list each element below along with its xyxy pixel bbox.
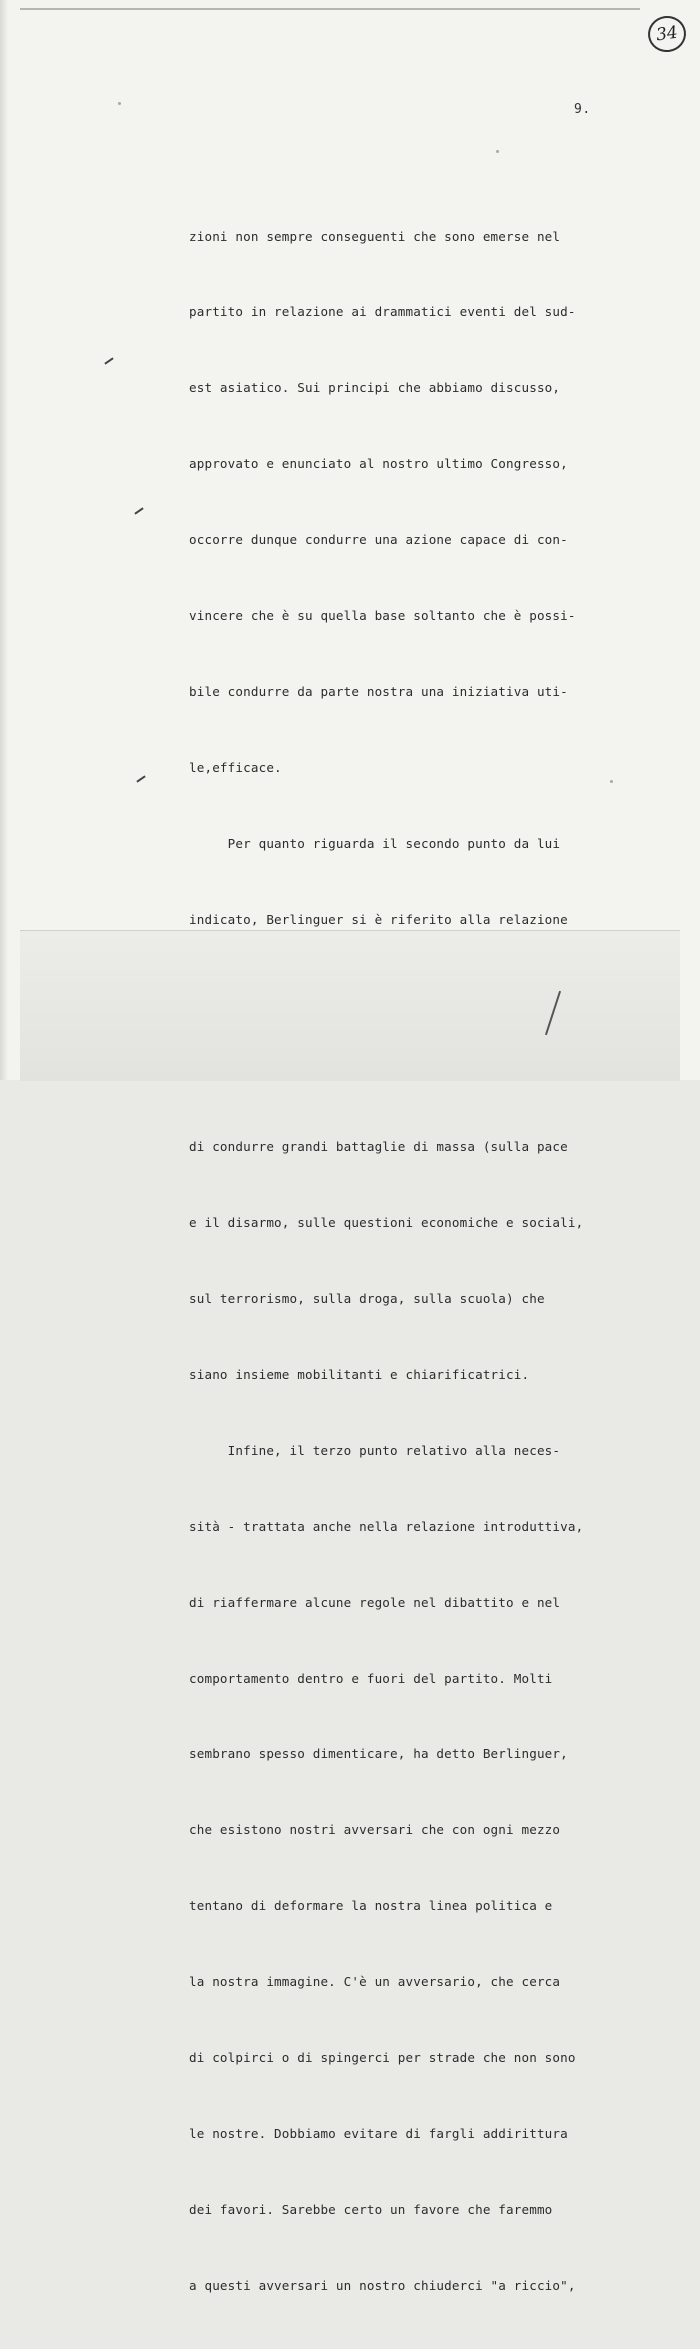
text-line: sul terrorismo, sulla droga, sulla scuola) che xyxy=(189,1291,545,1307)
body-text xyxy=(189,173,619,2349)
text-line: la nostra immagine. C'è un avversario, che cerca xyxy=(189,1974,561,1990)
text-line: vincere che è su quella base soltanto che è possi- xyxy=(189,608,576,624)
margin-tick-mark xyxy=(104,357,113,364)
text-line: Per quanto riguarda il secondo punto da lui xyxy=(189,835,561,851)
page-number: 9. xyxy=(574,102,591,117)
top-rule xyxy=(20,8,640,10)
text-line: comportamento dentro e fuori del partito. Molti xyxy=(189,1670,553,1686)
text-line: Infine, il terzo punto relativo alla neces- xyxy=(189,1442,561,1458)
text-line: est asiatico. Sui principi che abbiamo discusso, xyxy=(189,380,561,396)
text-line: sità - trattata anche nella relazione introduttiva, xyxy=(189,1518,584,1534)
text-line: zioni non sempre conseguenti che sono emerse nel xyxy=(189,228,561,244)
text-line: e il disarmo, sulle questioni economiche e sociali, xyxy=(189,1215,584,1231)
text-line: sembrano spesso dimenticare, ha detto Berlinguer, xyxy=(189,1746,568,1762)
bleed-through-region xyxy=(20,930,680,1081)
scan-speck xyxy=(496,150,499,153)
text-line: le,efficace. xyxy=(189,759,282,775)
text-line: approvato e enunciato al nostro ultimo Congresso, xyxy=(189,456,568,472)
text-line: partito in relazione ai drammatici eventi del sud- xyxy=(189,304,576,320)
scan-speck xyxy=(118,102,121,105)
text-line: siano insieme mobilitanti e chiarificatrici. xyxy=(189,1366,530,1382)
text-line: tentano di deformare la nostra linea politica e xyxy=(189,1898,553,1914)
text-line: che esistono nostri avversari che con ogni mezzo xyxy=(189,1822,561,1838)
text-line: indicato, Berlinguer si è riferito alla relazione xyxy=(189,911,568,927)
text-line: a questi avversari un nostro chiuderci "a riccio", xyxy=(189,2277,576,2293)
scan-edge-shadow xyxy=(0,0,8,1080)
text-line: di colpirci o di spingerci per strade che non sono xyxy=(189,2049,576,2065)
text-line: le nostre. Dobbiamo evitare di fargli addirittura xyxy=(189,2125,568,2141)
text-line: di riaffermare alcune regole nel dibattito e nel xyxy=(189,1594,561,1610)
margin-tick-mark xyxy=(136,775,145,782)
margin-tick-mark xyxy=(134,507,143,514)
folio-stamp xyxy=(646,14,689,55)
text-line: occorre dunque condurre una azione capace di con- xyxy=(189,532,568,548)
folio-stamp-text: 34 xyxy=(654,22,680,46)
scan-speck xyxy=(610,780,613,783)
text-line: dei favori. Sarebbe certo un favore che faremmo xyxy=(189,2201,553,2217)
text-line: bile condurre da parte nostra una iniziativa uti- xyxy=(189,683,568,699)
text-line: di condurre grandi battaglie di massa (sulla pace xyxy=(189,1139,568,1155)
